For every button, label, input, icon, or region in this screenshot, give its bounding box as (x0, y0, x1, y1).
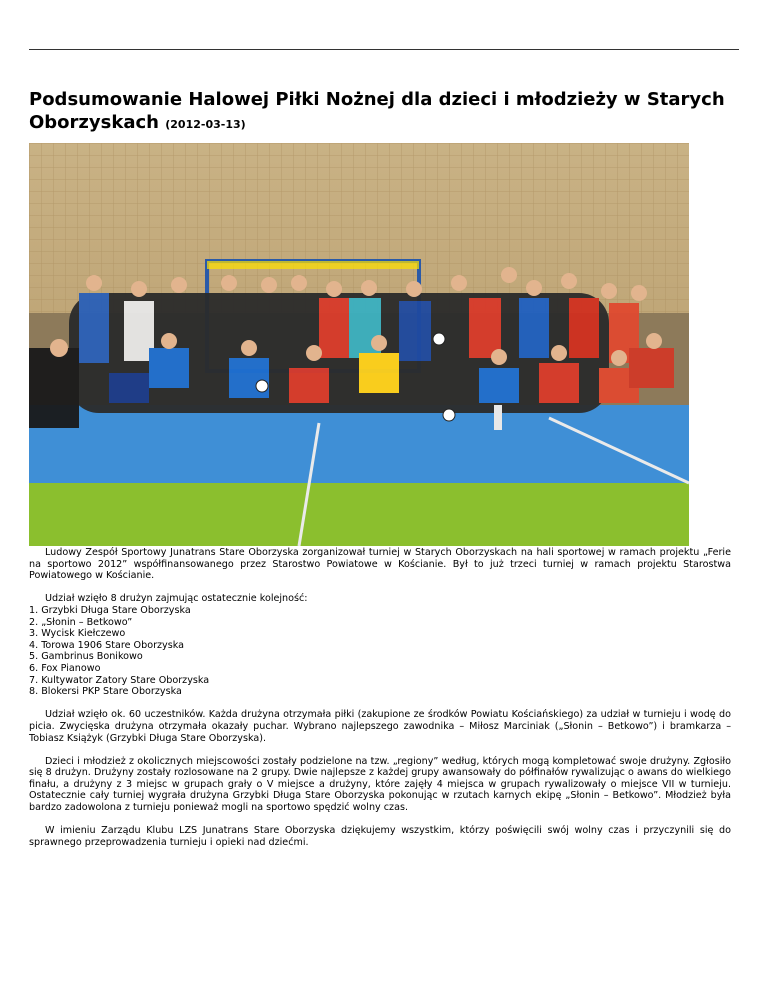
paragraph-teams-intro: Udział wzięło 8 drużyn zajmując ostatecznie kolejność: (45, 593, 308, 605)
list-item: 6. Fox Pianowo (29, 662, 101, 674)
list-item: 8. Blokersi PKP Stare Oborzyska (29, 686, 182, 698)
article-body (29, 547, 731, 848)
list-item: 2. „Słonin – Betkowo” (29, 616, 133, 628)
article-title (29, 88, 729, 136)
list-item: 5. Gambrinus Bonikowo (29, 651, 143, 663)
list-item: 4. Torowa 1906 Stare Oborzyska (29, 639, 184, 651)
list-item: 3. Wycisk Kiełczewo (29, 628, 126, 640)
paragraph-format: Dzieci i młodzież z okolicznych miejscowości zostały podzielone na tzw. „regiony” według, których mogą kompletować swoje drużyny. Zgłosiło się 8 drużyn. Drużyny zostały rozlosowane na 2 grupy. Dwie najlepsze z każdej grupy awansowały do półfinałów rywalizując o awans do wielkiego finału, a drużyny z 3 miejsc w grupach grały o V miejsce a drużyny, które zajęły 4 miejsca w grupach rywalizowały o miejsce VII w turnieju. Ostatecznie cały turniej wygrała drużyna Grzybki Długa Stare Oborzyska pokonując w rzutach karnych ekipę „Słonin – Betkowo”. Młodzież była bardzo zadowolona z turnieju ponieważ mogli na sportowo spędzić wolny czas. (29, 755, 731, 814)
paragraph-intro: Ludowy Zespół Sportowy Junatrans Stare Oborzyska zorganizował turniej w Starych Oborzyskach na hali sportowej w ramach projektu „Ferie na sportowo 2012” współfinansowanego przez Starostwo Powiatowe w Kościanie. Był to już trzeci turniej w ramach projektu Starostwa Powiatowego w Kościanie. (29, 547, 731, 582)
header-rule (29, 49, 739, 50)
list-item: 1. Grzybki Długa Stare Oborzyska (29, 604, 191, 616)
article-title-text: Podsumowanie Halowej Piłki Nożnej dla dzieci i młodzieży w Starych Oborzyskach (29, 89, 725, 133)
paragraph-participants: Udział wzięło ok. 60 uczestników. Każda drużyna otrzymała piłki (zakupione ze środków Powiatu Kościańskiego) za udział w turnieju i wodę do picia. Zwycięska drużyna otrzymała okazały puchar. Wybrano najlepszego zawodnika – Miłosz Marciniak („Słonin – Betkowo”) i bramkarza – Tobiasz Książyk (Grzybki Długa Stare Oborzyska). (29, 709, 731, 744)
list-item: 7. Kultywator Zatory Stare Oborzyska (29, 674, 210, 686)
ranking-list (29, 605, 731, 698)
team-photo (29, 143, 689, 546)
article-date: (2012-03-13) (165, 118, 246, 131)
paragraph-thanks: W imieniu Zarządu Klubu LZS Junatrans Stare Oborzyska dziękujemy wszystkim, którzy poświęcili swój wolny czas i przyczynili się do sprawnego przeprowadzenia turnieju i opieki nad dziećmi. (29, 825, 731, 848)
